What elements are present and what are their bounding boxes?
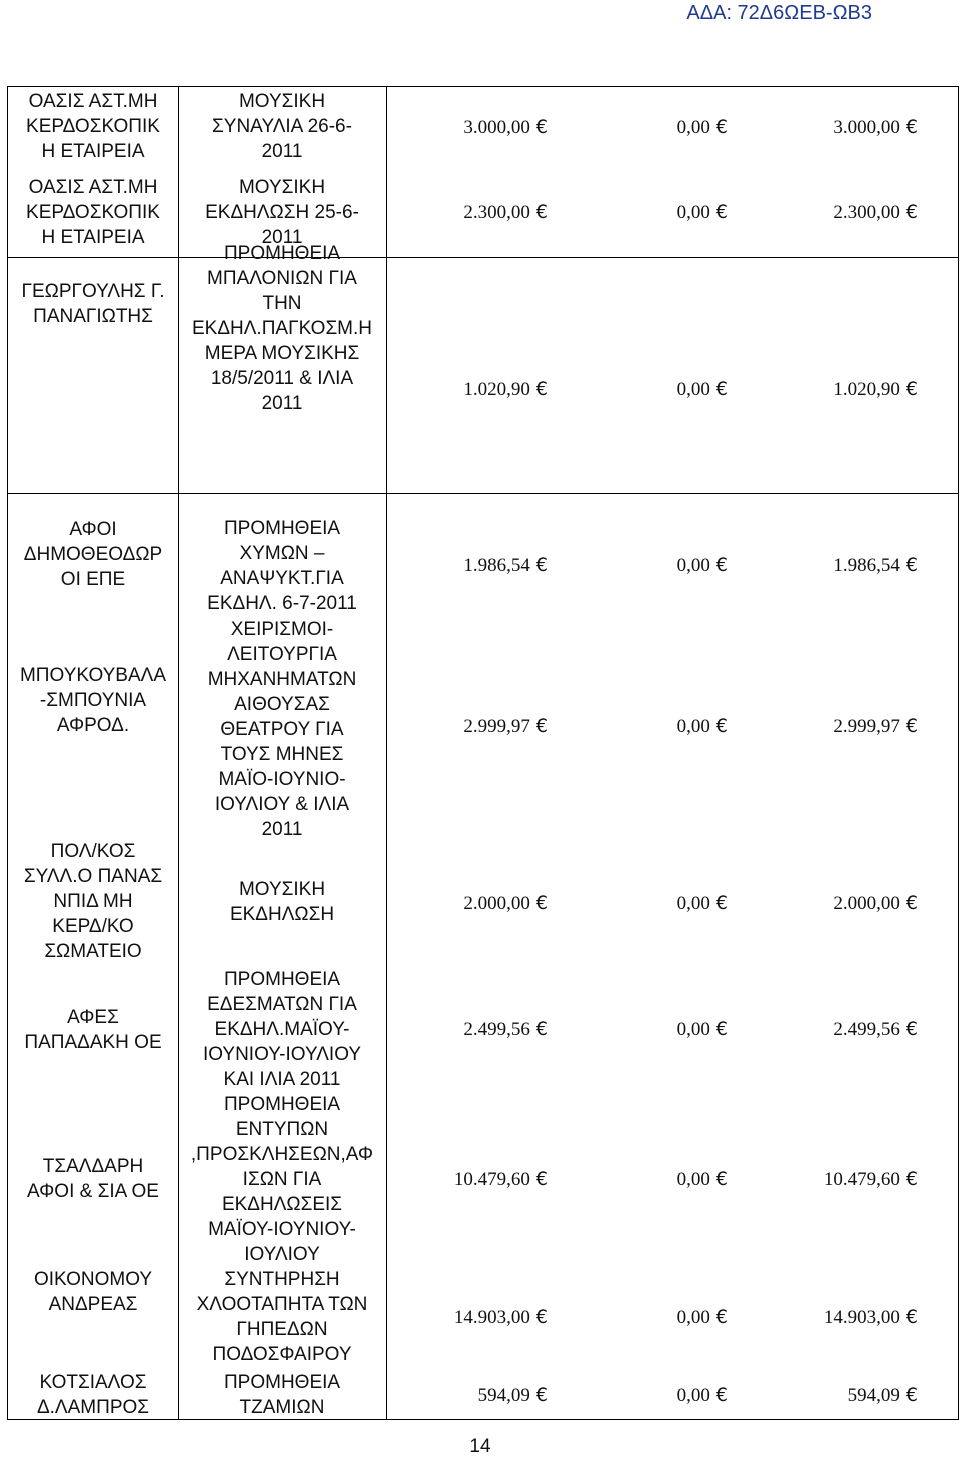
net-amount-cell: 2.300,00 € <box>833 201 918 223</box>
euro-symbol: € <box>899 1306 918 1328</box>
amount-cell: 2.999,97 € <box>463 715 548 737</box>
euro-symbol: € <box>529 1306 548 1328</box>
deduction-cell: 0,00 € <box>676 1306 728 1328</box>
amount-cell: 2.499,56 € <box>463 1018 548 1040</box>
deduction-cell: 0,00 € <box>676 554 728 576</box>
amount-cell: 1.020,90 € <box>463 378 548 400</box>
amount-cell: 14.903,00 € <box>453 1306 548 1328</box>
deduction-cell: 0,00 € <box>676 201 728 223</box>
supplier-cell: ΤΣΑΛΔΑΡΗ ΑΦΟΙ & ΣΙΑ ΟΕ <box>27 1156 159 1202</box>
euro-symbol: € <box>709 715 728 737</box>
amount-cell: 1.986,54 € <box>463 554 548 576</box>
euro-symbol: € <box>529 554 548 576</box>
description-cell: ΠΡΟΜΗΘΕΙΑ ΜΠΑΛΟΝΙΩΝ ΓΙΑ ΤΗΝ ΕΚΔΗΛ.ΠΑΓΚΟΣΜ.Η ΜΕΡΑ ΜΟΥΣΙΚΗΣ 18/5/2011 & ΙΛΙΑ 2011 <box>191 243 373 414</box>
euro-symbol: € <box>529 1168 548 1190</box>
euro-symbol: € <box>899 1168 918 1190</box>
deduction-cell: 0,00 € <box>676 378 728 400</box>
deduction-cell: 0,00 € <box>676 1018 728 1040</box>
euro-symbol: € <box>529 1018 548 1040</box>
euro-symbol: € <box>709 1018 728 1040</box>
net-amount-cell: 2.999,97 € <box>833 715 918 737</box>
description-cell: ΠΡΟΜΗΘΕΙΑ ΧΥΜΩΝ – ΑΝΑΨΥΚΤ.ΓΙΑ ΕΚΔΗΛ. 6-7-2011 <box>207 518 357 614</box>
net-amount-cell: 1.986,54 € <box>833 554 918 576</box>
supplier-cell: ΠΟΛ/ΚΟΣ ΣΥΛΛ.Ο ΠΑΝΑΣ ΝΠΙΔ ΜΗ ΚΕΡΔ/ΚΟ ΣΩΜΑΤΕΙΟ <box>23 841 163 962</box>
euro-symbol: € <box>899 378 918 400</box>
euro-symbol: € <box>709 378 728 400</box>
amount-cell: 10.479,60 € <box>453 1168 548 1190</box>
euro-symbol: € <box>899 201 918 223</box>
ada-code: ΑΔΑ: 72Δ6ΩΕΒ-ΩΒ3 <box>686 2 872 24</box>
euro-symbol: € <box>899 1384 918 1406</box>
net-amount-cell: 1.020,90 € <box>833 378 918 400</box>
euro-symbol: € <box>529 201 548 223</box>
description-cell: ΣΥΝΤΗΡΗΣΗ ΧΛΟΟΤΑΠΗΤΑ ΤΩΝ ΓΗΠΕΔΩΝ ΠΟΔΟΣΦΑΙΡΟΥ <box>196 1269 368 1365</box>
net-amount-cell: 10.479,60 € <box>823 1168 918 1190</box>
amount-cell: 594,09 € <box>477 1384 548 1406</box>
euro-symbol: € <box>899 715 918 737</box>
net-amount-cell: 3.000,00 € <box>833 116 918 138</box>
description-cell: ΜΟΥΣΙΚΗ ΕΚΔΗΛΩΣΗ <box>229 879 335 925</box>
description-cell: ΜΟΥΣΙΚΗ ΕΚΔΗΛΩΣΗ 25-6- 2011 <box>205 177 359 248</box>
supplier-cell: ΚΟΤΣΙΑΛΟΣ Δ.ΛΑΜΠΡΟΣ <box>36 1372 150 1418</box>
euro-symbol: € <box>709 201 728 223</box>
description-cell: ΜΟΥΣΙΚΗ ΣΥΝΑΥΛΙΑ 26-6- 2011 <box>212 91 352 162</box>
net-amount-cell: 2.000,00 € <box>833 892 918 914</box>
description-cell: ΠΡΟΜΗΘΕΙΑ ΤΖΑΜΙΩΝ <box>223 1372 341 1418</box>
deduction-cell: 0,00 € <box>676 1384 728 1406</box>
euro-symbol: € <box>529 1384 548 1406</box>
euro-symbol: € <box>899 1018 918 1040</box>
deduction-cell: 0,00 € <box>676 1168 728 1190</box>
euro-symbol: € <box>529 378 548 400</box>
description-cell: ΧΕΙΡΙΣΜΟΙ- ΛΕΙΤΟΥΡΓΙΑ ΜΗΧΑΝΗΜΑΤΩΝ ΑΙΘΟΥΣΑΣ ΘΕΑΤΡΟΥ ΓΙΑ ΤΟΥΣ ΜΗΝΕΣ ΜΑΪΟ-ΙΟΥΝΙΟ- ΙΟΥΛΙΟΥ & ΙΛΙΑ 2011 <box>207 619 357 840</box>
amount-cell: 3.000,00 € <box>463 116 548 138</box>
supplier-cell: ΟΙΚΟΝΟΜΟΥ ΑΝΔΡΕΑΣ <box>33 1269 153 1315</box>
supplier-cell: ΟΑΣΙΣ ΑΣΤ.ΜΗ ΚΕΡΔΟΣΚΟΠΙΚ Η ΕΤΑΙΡΕΙΑ <box>26 177 160 248</box>
euro-symbol: € <box>709 116 728 138</box>
description-cell: ΠΡΟΜΗΘΕΙΑ ΕΔΕΣΜΑΤΩΝ ΓΙΑ ΕΚΔΗΛ.ΜΑΪΟΥ- ΙΟΥΝΙΟΥ-ΙΟΥΛΙΟΥ ΚΑΙ ΙΛΙΑ 2011 <box>202 969 362 1090</box>
euro-symbol: € <box>709 1384 728 1406</box>
page-number: 14 <box>469 1436 491 1457</box>
net-amount-cell: 594,09 € <box>847 1384 918 1406</box>
euro-symbol: € <box>899 554 918 576</box>
amount-cell: 2.000,00 € <box>463 892 548 914</box>
amount-cell: 2.300,00 € <box>463 201 548 223</box>
deduction-cell: 0,00 € <box>676 715 728 737</box>
euro-symbol: € <box>899 116 918 138</box>
euro-symbol: € <box>529 116 548 138</box>
row-divider <box>8 493 958 494</box>
payments-table <box>7 86 959 1420</box>
euro-symbol: € <box>709 1306 728 1328</box>
euro-symbol: € <box>529 892 548 914</box>
euro-symbol: € <box>529 715 548 737</box>
deduction-cell: 0,00 € <box>676 892 728 914</box>
supplier-cell: ΑΦΟΙ ΔΗΜΟΘΕΟΔΩΡ ΟΙ ΕΠΕ <box>23 519 163 590</box>
supplier-cell: ΑΦΕΣ ΠΑΠΑΔΑΚΗ ΟΕ <box>24 1007 162 1053</box>
supplier-cell: ΜΠΟΥΚΟΥΒΑΛΑ -ΣΜΠΟΥΝΙΑ ΑΦΡΟΔ. <box>19 665 167 736</box>
euro-symbol: € <box>899 892 918 914</box>
supplier-cell: ΟΑΣΙΣ ΑΣΤ.ΜΗ ΚΕΡΔΟΣΚΟΠΙΚ Η ΕΤΑΙΡΕΙΑ <box>26 91 160 162</box>
euro-symbol: € <box>709 1168 728 1190</box>
supplier-cell: ΓΕΩΡΓΟΥΛΗΣ Γ. ΠΑΝΑΓΙΩΤΗΣ <box>21 281 165 327</box>
euro-symbol: € <box>709 554 728 576</box>
column-divider <box>386 87 387 1419</box>
net-amount-cell: 14.903,00 € <box>823 1306 918 1328</box>
net-amount-cell: 2.499,56 € <box>833 1018 918 1040</box>
row-divider <box>8 257 958 258</box>
description-cell: ΠΡΟΜΗΘΕΙΑ ΕΝΤΥΠΩΝ ,ΠΡΟΣΚΛΗΣΕΩΝ,ΑΦ ΙΣΩΝ ΓΙΑ ΕΚΔΗΛΩΣΕΙΣ ΜΑΪΟΥ-ΙΟΥΝΙΟΥ- ΙΟΥΛΙΟΥ <box>190 1094 374 1265</box>
deduction-cell: 0,00 € <box>676 116 728 138</box>
euro-symbol: € <box>709 892 728 914</box>
